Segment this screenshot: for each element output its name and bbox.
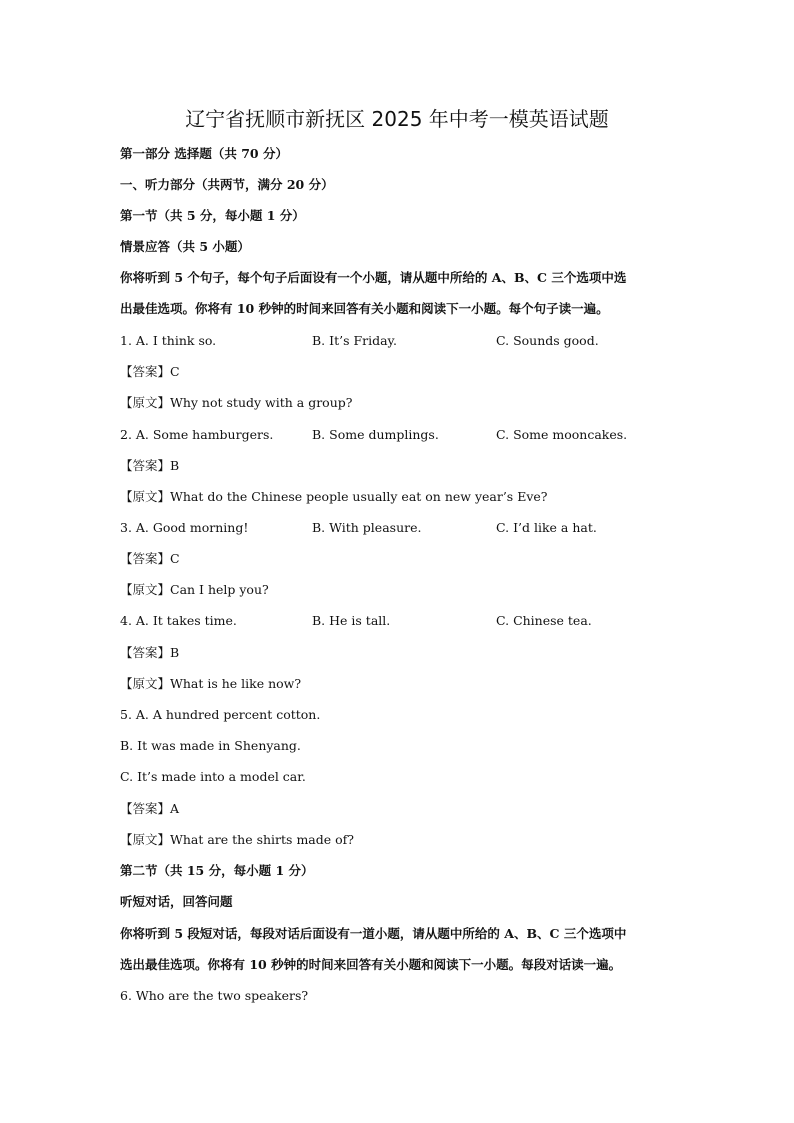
subsection-type: 听短对话，回答问题 bbox=[120, 894, 233, 909]
instruction-line: 出最佳选项。你将有 10 秒钟的时间来回答有关小题和阅读下一小题。每个句子读一遍。 bbox=[120, 301, 609, 316]
option-b: B. He is tall. bbox=[312, 613, 391, 628]
original-line: 【原文】What are the shirts made of? bbox=[120, 832, 354, 847]
instruction-line: 选出最佳选项。你将有 10 秒钟的时间来回答有关小题和阅读下一小题。每段对话读一遍。 bbox=[120, 957, 622, 972]
part-heading: 第一部分 选择题（共 70 分） bbox=[120, 146, 288, 161]
instruction-line: 你将听到 5 段短对话，每段对话后面设有一道小题，请从题中所给的 A、B、C 三个选项中 bbox=[120, 926, 627, 941]
original-line: 【原文】Why not study with a group? bbox=[120, 395, 353, 410]
option-c: C. Sounds good. bbox=[496, 333, 599, 348]
original-line: 【原文】What is he like now? bbox=[120, 676, 302, 691]
option-b: B. Some dumplings. bbox=[312, 427, 439, 442]
option-c: C. Chinese tea. bbox=[496, 613, 592, 628]
option-c: C. It’s made into a model car. bbox=[120, 769, 306, 784]
option-a: 2. A. Some hamburgers. bbox=[120, 427, 274, 442]
page-title: 辽宁省抚顺市新抚区 2025 年中考一模英语试题 bbox=[185, 107, 609, 131]
subsection-heading: 第一节（共 5 分，每小题 1 分） bbox=[120, 208, 305, 223]
answer-line: 【答案】B bbox=[120, 458, 180, 473]
option-b: B. It’s Friday. bbox=[312, 333, 397, 348]
option-c: C. I’d like a hat. bbox=[496, 520, 597, 535]
instruction-line: 你将听到 5 个句子，每个句子后面设有一个小题，请从题中所给的 A、B、C 三个选项中选 bbox=[120, 270, 627, 285]
answer-line: 【答案】C bbox=[120, 364, 180, 379]
option-a: 1. A. I think so. bbox=[120, 333, 217, 348]
option-a: 5. A. A hundred percent cotton. bbox=[120, 707, 321, 722]
original-line: 【原文】What do the Chinese people usually eat on new year’s Eve? bbox=[120, 489, 548, 504]
answer-line: 【答案】B bbox=[120, 645, 180, 660]
option-c: C. Some mooncakes. bbox=[496, 427, 628, 442]
option-a: 4. A. It takes time. bbox=[120, 613, 237, 628]
question-stem: 6. Who are the two speakers? bbox=[120, 988, 309, 1003]
answer-line: 【答案】C bbox=[120, 551, 180, 566]
option-b: B. With pleasure. bbox=[312, 520, 422, 535]
option-a: 3. A. Good morning! bbox=[120, 520, 249, 535]
answer-line: 【答案】A bbox=[120, 801, 180, 816]
subsection-type: 情景应答（共 5 小题） bbox=[120, 239, 250, 254]
section-heading: 一、听力部分（共两节，满分 20 分） bbox=[120, 177, 334, 192]
subsection-heading: 第二节（共 15 分，每小题 1 分） bbox=[120, 863, 314, 878]
original-line: 【原文】Can I help you? bbox=[120, 582, 269, 597]
option-b: B. It was made in Shenyang. bbox=[120, 738, 301, 753]
